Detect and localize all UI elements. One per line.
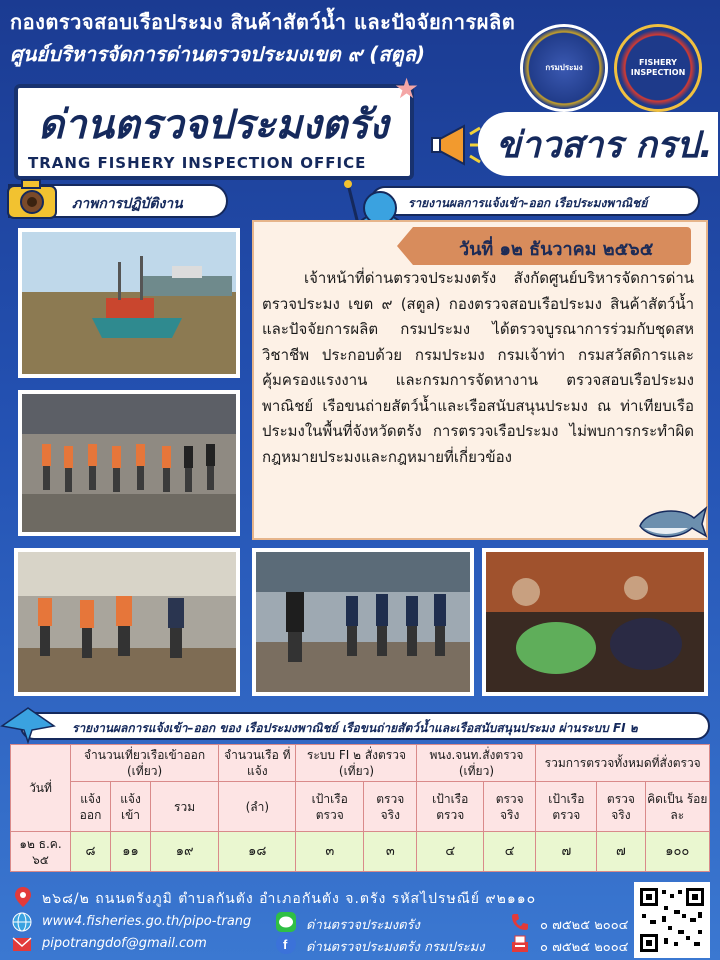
website-row: [12, 912, 272, 934]
header-total: รวมการตรวจทั้งหมดที่สั่งตรวจ: [536, 745, 710, 782]
address-text: ๒๖๘/๒ ถนนตรังภูมิ ตำบลกันตัง อำเภอกันตัง จ.ตรัง รหัสไปรษณีย์ ๙๒๑๑๐: [42, 891, 537, 907]
facebook-icon: [276, 934, 296, 954]
phone-row: [510, 912, 632, 934]
header-division: กองตรวจสอบเรือประมง สินค้าสัตว์น้ำ และปัจจัยการผลิต: [10, 10, 516, 34]
fax-number[interactable]: ๐ ๗๕๒๕ ๒๐๐๔: [540, 940, 629, 955]
report-banner: [20, 712, 710, 740]
fishery-inspection-logo: [614, 24, 702, 112]
report-table: [10, 744, 710, 872]
cell-day: ๑๒ ธ.ค. ๖๕: [11, 832, 71, 872]
header-center: ศูนย์บริหารจัดการด่านตรวจประมงเขต ๙ (สตูล): [10, 42, 425, 66]
cell-total-target: ๗: [536, 832, 597, 872]
article-date: วันที่ ๑๒ ธันวาคม ๒๕๖๕: [459, 239, 654, 260]
header-trips: จำนวนเที่ยวเรือเข้าออก (เที่ยว): [71, 745, 219, 782]
report-section-label: [370, 186, 700, 216]
email-link[interactable]: pipotrangdof@gmail.com: [42, 936, 207, 951]
office-title-box: [14, 84, 414, 180]
mail-icon: [12, 934, 32, 954]
logo2-label: FISHERY INSPECTION: [630, 58, 686, 77]
subheader-sum: รวม: [151, 782, 219, 832]
cell-sum: ๑๙: [151, 832, 219, 872]
line-app-icon: [276, 912, 296, 932]
subheader-out: แจ้ง ออก: [71, 782, 111, 832]
subheader-percent: คิดเป็น ร้อยละ: [645, 782, 709, 832]
svg-text:f: f: [283, 937, 288, 952]
header-fi2: ระบบ FI ๒ สั่งตรวจ (เที่ยว): [296, 745, 417, 782]
subheader-in: แจ้ง เข้า: [111, 782, 151, 832]
qr-code[interactable]: [634, 882, 710, 958]
cell-total-actual: ๗: [597, 832, 645, 872]
photos-section-text: ภาพการปฏิบัติงาน: [72, 196, 183, 212]
cell-in: ๑๑: [111, 832, 151, 872]
cell-fi2-actual: ๓: [364, 832, 417, 872]
table-row: [11, 832, 710, 872]
photo-catch-inspection: [482, 548, 708, 696]
line-row: [276, 912, 496, 934]
report-banner-text: รายงานผลการแจ้งเข้า–ออก ของ เรือประมงพาณิชย์ เรือขนถ่ายสัตว์น้ำและเรือสนับสนุนประมง ผ่านระบบ FI ๒: [72, 721, 638, 735]
subheader-officer-actual: ตรวจ จริง: [484, 782, 536, 832]
office-title-en: TRANG FISHERY INSPECTION OFFICE: [28, 154, 367, 172]
cell-officer-target: ๔: [417, 832, 484, 872]
phone-number[interactable]: ๐ ๗๕๒๕ ๒๐๐๔: [540, 918, 629, 933]
date-ribbon: [413, 227, 691, 265]
location-pin-icon: [14, 886, 32, 908]
subheader-total-target: เป้าเรือ ตรวจ: [536, 782, 597, 832]
office-title-th: ด่านตรวจประมงตรัง: [38, 102, 389, 148]
address-row: [10, 884, 630, 912]
photo-life-jacket-check: [14, 548, 240, 696]
article-body: เจ้าหน้าที่ด่านตรวจประมงตรัง สังกัดศูนย์บริหารจัดการด่านตรวจประมง เขต ๙ (สตูล) กองตรวจสอบเรือประมง สินค้าสัตว์น้ำ และปัจจัยการผลิต กรมประมง ได้ตรวจบูรณาการร่วมกับชุดสหวิชาชีพ ประกอบด้วย กรมประมง กรมเจ้าท่า กรมสวัสดิการและคุ้มครองแรงงาน และกรมการจัดหางาน ตรวจสอบเรือประมงพาณิชย์ เรือขนถ่ายสัตว์น้ำและเรือสนับสนุนประมง ณ ท่าเทียบเรือประมงในพื้นที่จังหวัดตรัง การตรวจเรือประมง ไม่พบการกระทำผิดกฎหมายประมงและกฎหมายที่เกี่ยวข้อง: [262, 269, 694, 466]
header-day: วันที่: [11, 745, 71, 832]
logo1-label: กรมประมง: [545, 63, 583, 73]
cell-out: ๘: [71, 832, 111, 872]
header-boats: จำนวนเรือ ที่แจ้ง: [219, 745, 296, 782]
news-label: ข่าวสาร กรป.: [496, 125, 713, 166]
starfish-icon: ★: [394, 72, 420, 105]
website-link[interactable]: www4.fisheries.go.th/pipo-trang: [42, 914, 252, 929]
facebook-row: [276, 934, 506, 956]
cell-percent: ๑๐๐: [645, 832, 709, 872]
cell-boats: ๑๘: [219, 832, 296, 872]
qr-code-icon: [638, 886, 706, 954]
photo-fishing-boat: [18, 228, 240, 378]
subheader-total-actual: ตรวจ จริง: [597, 782, 645, 832]
photo-inspection-team: [18, 390, 240, 536]
camera-icon: [6, 176, 58, 222]
email-row: [12, 934, 272, 956]
header-officer: พนง.จนท.สั่งตรวจ (เที่ยว): [417, 745, 536, 782]
fax-icon: [510, 934, 530, 954]
photo-document-check: [252, 548, 474, 696]
fax-row: [510, 934, 632, 956]
megaphone-icon: [428, 120, 482, 170]
subheader-unit: (ลำ): [219, 782, 296, 832]
subheader-fi2-target: เป้าเรือ ตรวจ: [296, 782, 364, 832]
manta-ray-icon: [0, 702, 56, 744]
subheader-fi2-actual: ตรวจ จริง: [364, 782, 417, 832]
cell-officer-actual: ๔: [484, 832, 536, 872]
phone-icon: [510, 912, 530, 932]
cell-fi2-target: ๓: [296, 832, 364, 872]
globe-icon: [12, 912, 32, 932]
line-account[interactable]: ด่านตรวจประมงตรัง: [306, 918, 420, 933]
facebook-page[interactable]: ด่านตรวจประมงตรัง กรมประมง: [306, 940, 485, 955]
news-badge: [478, 112, 718, 176]
department-of-fisheries-logo: [520, 24, 608, 112]
subheader-officer-target: เป้าเรือ ตรวจ: [417, 782, 484, 832]
whale-icon: [636, 496, 708, 544]
report-section-text: รายงานผลการแจ้งเข้า-ออก เรือประมงพาณิชย์: [408, 196, 648, 210]
